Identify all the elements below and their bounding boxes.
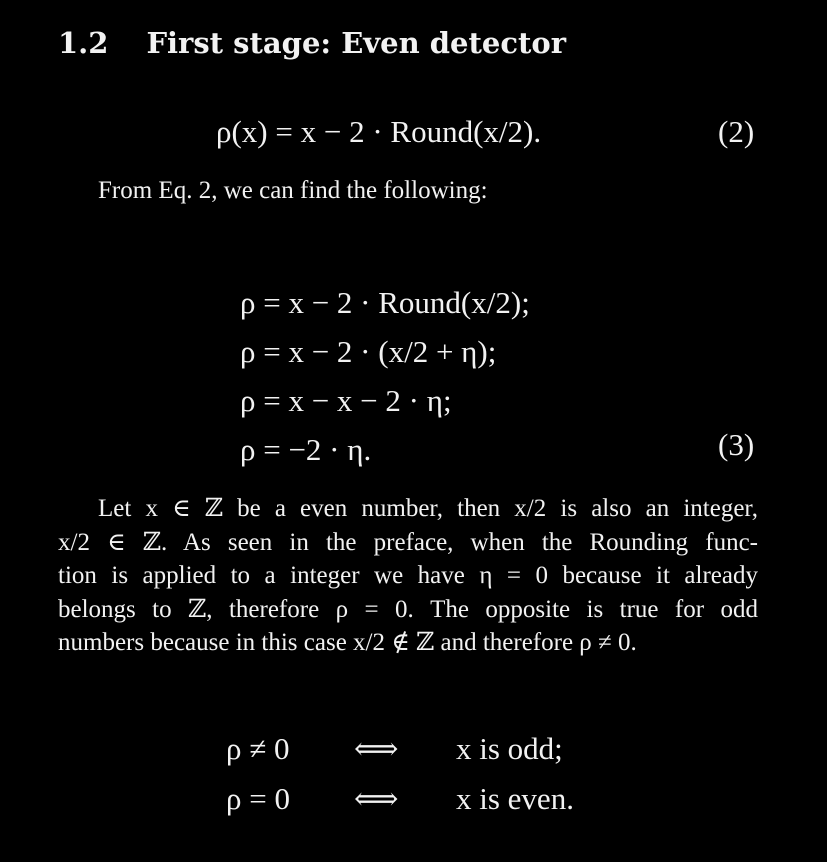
- section-title: First stage: Even detector: [146, 26, 567, 60]
- equation-2-number: (2): [718, 114, 755, 149]
- paragraph-line: x/2 ∈ ℤ. As seen in the preface, when the Rounding func-: [58, 528, 758, 556]
- paragraph-line: belongs to ℤ, therefore ρ = 0. The opposite is true for odd: [58, 595, 758, 623]
- section-heading: [58, 26, 566, 60]
- case-result: x is even.: [456, 781, 574, 816]
- case-result: x is odd;: [456, 731, 563, 766]
- equation-3-line: ρ = x − 2 · Round(x/2);: [240, 285, 530, 320]
- section-number: 1.2: [58, 26, 109, 60]
- iff-arrow: ⟺: [354, 781, 399, 816]
- case-condition: ρ ≠ 0: [226, 731, 290, 766]
- equation-2: ρ(x) = x − 2 · Round(x/2).: [216, 114, 542, 149]
- case-row: [226, 774, 646, 824]
- intro-text: From Eq. 2, we can find the following:: [98, 177, 488, 204]
- equation-3-block: [240, 278, 530, 474]
- paragraph-line: Let x ∈ ℤ be a even number, then x/2 is also an integer,: [98, 495, 758, 522]
- paragraph-line: numbers because in this case x/2 ∉ ℤ and therefore ρ ≠ 0.: [58, 629, 637, 656]
- equation-3-line: ρ = x − x − 2 · η;: [240, 383, 452, 418]
- equation-3-line: ρ = x − 2 · (x/2 + η);: [240, 334, 497, 369]
- parity-cases: [226, 724, 646, 824]
- case-row: [226, 724, 646, 774]
- paragraph-line: tion is applied to a integer we have η = 0 because it already: [58, 562, 758, 589]
- body-paragraph: [58, 492, 758, 660]
- equation-3-line: ρ = −2 · η.: [240, 432, 372, 467]
- case-condition: ρ = 0: [226, 781, 290, 816]
- equation-3-number: (3): [718, 427, 755, 462]
- iff-arrow: ⟺: [354, 731, 399, 766]
